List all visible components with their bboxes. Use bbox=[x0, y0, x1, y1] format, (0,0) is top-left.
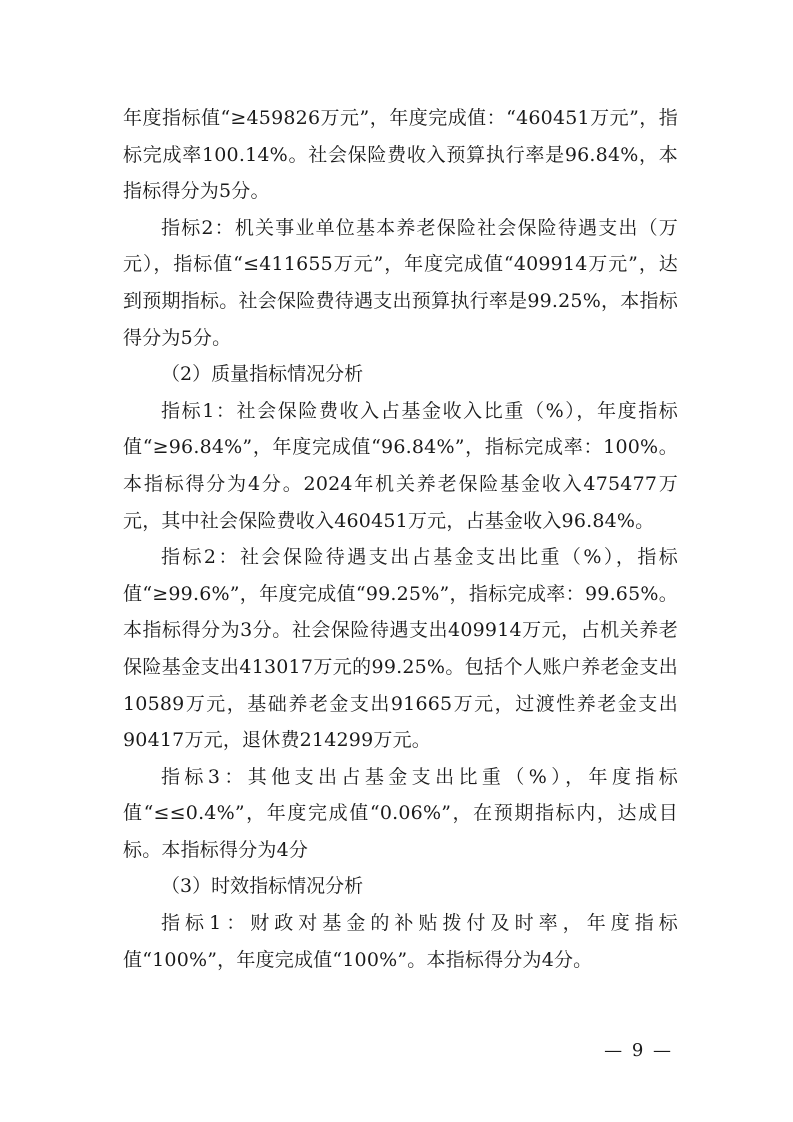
body-text bbox=[123, 100, 678, 978]
paragraph-timeliness-indicator-1: 指标1：财政对基金的补贴拨付及时率，年度指标值“100%”，年度完成值“100%”。本指标得分为4分。 bbox=[123, 912, 678, 971]
section-heading-quality-indicators: （2）质量指标情况分析 bbox=[161, 363, 364, 386]
paragraph-quality-indicator-3: 指标3：其他支出占基金支出比重（%），年度指标值“≤≤0.4%”，年度完成值“0.06%”，在预期指标内，达成目标。本指标得分为4分 bbox=[123, 765, 678, 861]
paragraph-indicator-2-benefit-expenditure: 指标2：机关事业单位基本养老保险社会保险待遇支出（万元），指标值“≤411655万元”，年度完成值“409914万元”，达到预期指标。社会保险费待遇支出预算执行率是99.25%，本指标得分为5分。 bbox=[123, 216, 678, 349]
paragraph-quantity-indicator-1-result: 年度指标值“≥459826万元”，年度完成值：“460451万元”，指标完成率100.14%。社会保险费收入预算执行率是96.84%，本指标得分为5分。 bbox=[123, 107, 678, 203]
section-heading-timeliness-indicators: （3）时效指标情况分析 bbox=[161, 875, 364, 898]
page-number: — 9 — bbox=[604, 1040, 673, 1061]
paragraph-quality-indicator-2: 指标2：社会保险待遇支出占基金支出比重（%），指标值“≥99.6%”，年度完成值“99.25%”，指标完成率：99.65%。本指标得分为3分。社会保险待遇支出409914万元，占机关养老保险基金支出413017万元的99.25%。包括个人账户养老金支出10589万元，基础养老金支出91665万元，过渡性养老金支出90417万元，退休费214299万元。 bbox=[123, 546, 678, 752]
paragraph-quality-indicator-1: 指标1：社会保险费收入占基金收入比重（%），年度指标值“≥96.84%”，年度完成值“96.84%”，指标完成率：100%。本指标得分为4分。2024年机关养老保险基金收入475477万元，其中社会保险费收入460451万元，占基金收入96.84%。 bbox=[123, 399, 678, 532]
